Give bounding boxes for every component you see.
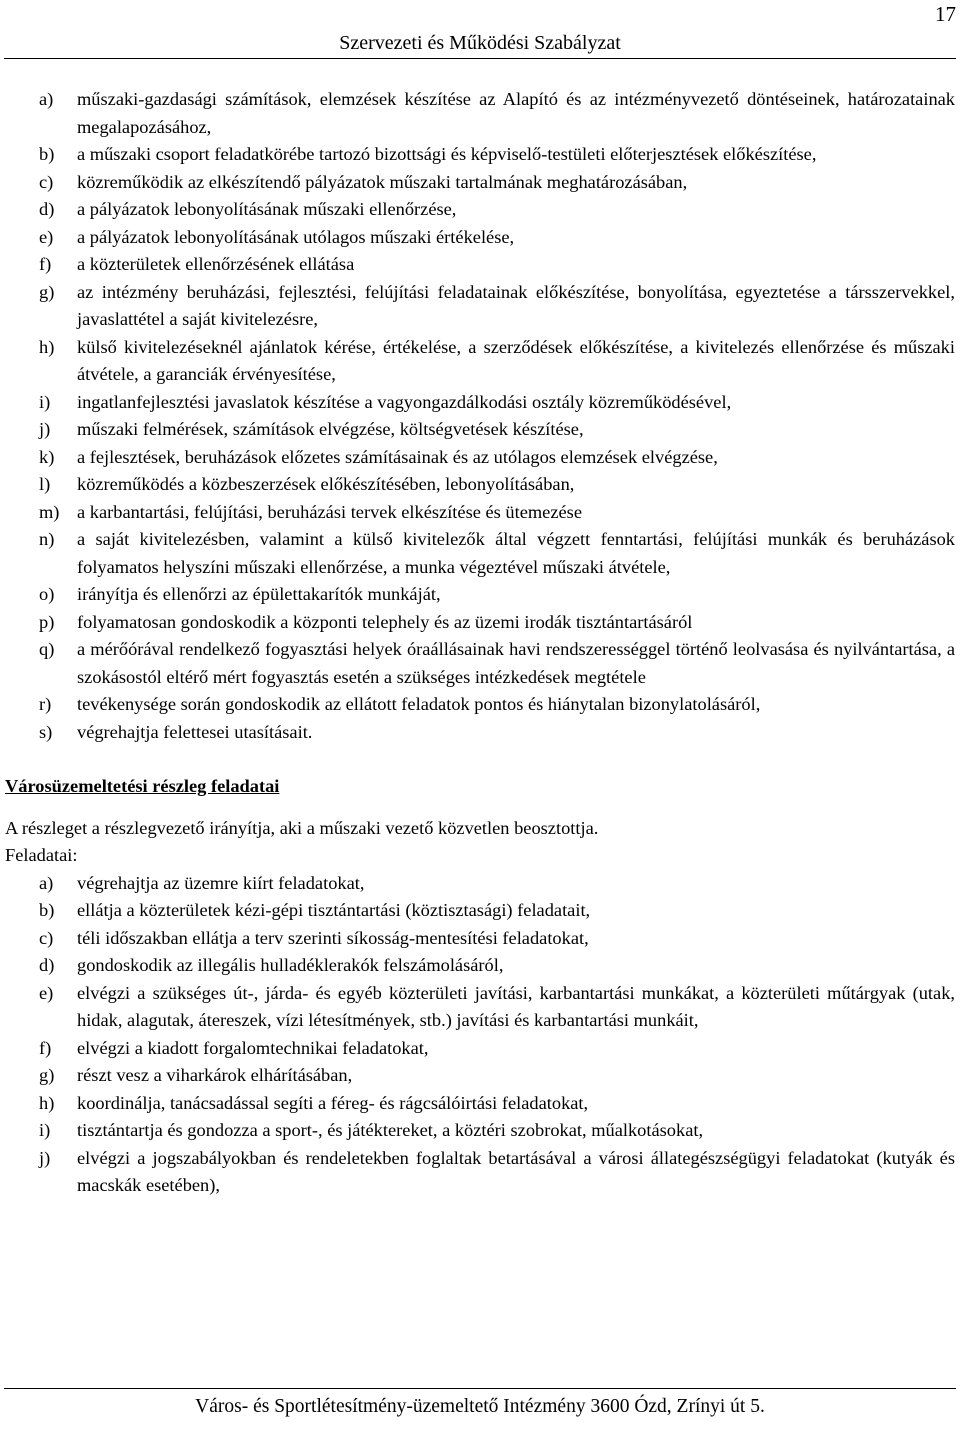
section-intro: A részleget a részlegvezető irányítja, aki a műszaki vezető közvetlen beosztottja. (5, 817, 599, 838)
list-item (5, 416, 955, 444)
list-item (5, 334, 955, 389)
list-item (5, 389, 955, 417)
list-marker: a) (39, 872, 54, 893)
list-item-text: az intézmény beruházási, fejlesztési, felújítási feladatainak előkészítése, bonyolítása, egyeztetése a társszervekkel, javaslattétel a saját kivitelezésre, (77, 281, 955, 329)
document-title: Szervezeti és Működési Szabályzat (339, 32, 621, 54)
list-marker: k) (39, 446, 55, 467)
list-item (5, 1117, 955, 1145)
list-item (5, 925, 955, 953)
list-item-text: műszaki-gazdasági számítások, elemzések készítése az Alapító és az intézményvezető döntéseinek, határozatainak megalapozásához, (77, 89, 955, 137)
list-item (5, 1145, 955, 1200)
list-marker: p) (39, 611, 55, 632)
list-marker: d) (39, 199, 55, 219)
list-item-text: tisztántartja és gondozza a sport-, és játéktereket, a köztéri szobrokat, műalkotásokat, (77, 1120, 704, 1140)
list-item-text: ingatlanfejlesztési javaslatok készítése a vagyongazdálkodási osztály közreműködésével, (77, 391, 732, 412)
list-item (5, 86, 955, 141)
list-item (5, 719, 955, 747)
list-marker: q) (39, 639, 55, 659)
list-marker: d) (39, 955, 55, 975)
list-item (5, 224, 955, 252)
list-item-text: a pályázatok lebonyolításának utólagos műszaki értékelése, (77, 226, 515, 247)
list-marker: h) (39, 1092, 55, 1113)
list-item (5, 897, 955, 925)
page-number: 17 (935, 2, 956, 26)
list-item-text: végrehajtja az üzemre kiírt feladatokat, (77, 872, 365, 893)
list-item-text: a műszaki csoport feladatkörébe tartozó bizottsági és képviselő-testületi előterjesztések előkészítése, (77, 144, 817, 164)
list-item-text: végrehajtja felettesei utasításait. (77, 721, 313, 742)
list-marker: b) (39, 144, 55, 164)
list-marker: h) (39, 336, 55, 357)
list-marker: j) (39, 1147, 51, 1168)
list-item (5, 1062, 955, 1090)
list-item-text: elvégzi a kiadott forgalomtechnikai feladatokat, (77, 1037, 429, 1058)
list-item-text: műszaki felmérések, számítások elvégzése, költségvetések készítése, (77, 419, 584, 439)
list-marker: g) (39, 281, 55, 302)
list-marker: e) (39, 226, 54, 247)
list-item-text: gondoskodik az illegális hulladéklerakók felszámolásáról, (77, 955, 504, 975)
list-marker: b) (39, 900, 55, 920)
list-item (5, 581, 955, 609)
page-header (4, 28, 956, 59)
list-marker: l) (39, 474, 51, 494)
list-item-text: elvégzi a szükséges út-, járda- és egyéb közterületi javítási, karbantartási munkákat, a közterületi műtárgyak (utak, hidak, alagutak, átereszek, vízi létesítmények, stb.) javítási és karbantartási munkáit, (77, 982, 955, 1030)
list-marker: c) (39, 171, 54, 192)
list-item-text: ellátja a közterületek kézi-gépi tisztántartási (köztisztasági) feladatait, (77, 900, 591, 920)
list-marker: a) (39, 89, 54, 109)
list-marker: e) (39, 982, 54, 1003)
list-item (5, 279, 955, 334)
list-item (5, 444, 955, 472)
page-content (5, 70, 955, 1200)
list-item (5, 196, 955, 224)
tasks-label: Feladatai: (5, 845, 78, 865)
list-item-text: a fejlesztések, beruházások előzetes számításainak és az utólagos elemzések elvégzése, (77, 446, 718, 467)
list-item-text: koordinálja, tanácsadással segíti a féreg- és rágcsálóirtási feladatokat, (77, 1092, 589, 1113)
list-item-text: közreműködés a közbeszerzések előkészítésében, lebonyolításában, (77, 474, 575, 494)
list-item (5, 251, 955, 279)
list-item-text: közreműködik az elkészítendő pályázatok műszaki tartalmának meghatározásában, (77, 171, 688, 192)
list-item (5, 526, 955, 581)
list-marker: f) (39, 254, 52, 274)
list-marker: s) (39, 721, 53, 742)
list-item (5, 636, 955, 691)
list-marker: g) (39, 1065, 55, 1085)
list-marker: r) (39, 694, 52, 714)
list-marker: i) (39, 1120, 51, 1140)
list-item (5, 141, 955, 169)
list-item-text: a közterületek ellenőrzésének ellátása (77, 254, 355, 274)
task-list-city-operations (5, 870, 955, 1200)
list-marker: n) (39, 529, 55, 549)
list-marker: j) (39, 419, 51, 439)
list-item (5, 952, 955, 980)
list-item (5, 471, 955, 499)
list-item-text: a saját kivitelezésben, valamint a külső kivitelezők által végzett fenntartási, felújítási munkák és beruházások folyamatos helyszíni műszaki ellenőrzése, a munka végeztével műszaki átvétele, (77, 529, 955, 577)
list-item-text: a karbantartási, felújítási, beruházási tervek elkészítése és ütemezése (77, 501, 582, 522)
footer-text: Város- és Sportlétesítmény-üzemeltető Intézmény 3600 Ózd, Zrínyi út 5. (195, 1396, 765, 1417)
page-footer (4, 1388, 956, 1425)
list-item-text: folyamatosan gondoskodik a központi telephely és az üzemi irodák tisztántartásáról (77, 611, 693, 632)
list-marker: m) (39, 501, 60, 522)
list-marker: o) (39, 584, 55, 604)
list-item-text: a pályázatok lebonyolításának műszaki ellenőrzése, (77, 199, 457, 219)
list-item (5, 1035, 955, 1063)
section-title: Városüzemeltetési részleg feladatai (5, 776, 280, 796)
list-marker: i) (39, 391, 51, 412)
list-item-text: elvégzi a jogszabályokban és rendeletekben foglaltak betartásával a városi állategészségügyi feladatokat (kutyák és macskák esetében), (77, 1147, 955, 1195)
list-item-text: részt vesz a viharkárok elhárításában, (77, 1065, 353, 1085)
list-item (5, 609, 955, 637)
list-item (5, 1090, 955, 1118)
list-marker: c) (39, 927, 54, 948)
list-item (5, 169, 955, 197)
list-item (5, 691, 955, 719)
task-list-technical (5, 86, 955, 746)
list-item (5, 980, 955, 1035)
list-item-text: tevékenysége során gondoskodik az ellátott feladatok pontos és hiánytalan bizonylatolásáról, (77, 694, 761, 714)
list-item-text: külső kivitelezéseknél ajánlatok kérése, értékelése, a szerződések előkészítése, a kivitelezés ellenőrzése és műszaki átvétele, a garanciák érvényesítése, (77, 336, 955, 384)
list-item-text: irányítja és ellenőrzi az épülettakarítók munkáját, (77, 584, 441, 604)
list-item-text: a mérőórával rendelkező fogyasztási helyek óraállásainak havi rendszerességgel történő leolvasása és nyilvántartása, a szokásostól eltérő mért fogyasztás esetén a szükséges intézkedések megtétele (77, 639, 955, 687)
list-item-text: téli időszakban ellátja a terv szerinti síkosság-mentesítési feladatokat, (77, 927, 589, 948)
list-item (5, 499, 955, 527)
list-marker: f) (39, 1037, 52, 1058)
list-item (5, 870, 955, 898)
